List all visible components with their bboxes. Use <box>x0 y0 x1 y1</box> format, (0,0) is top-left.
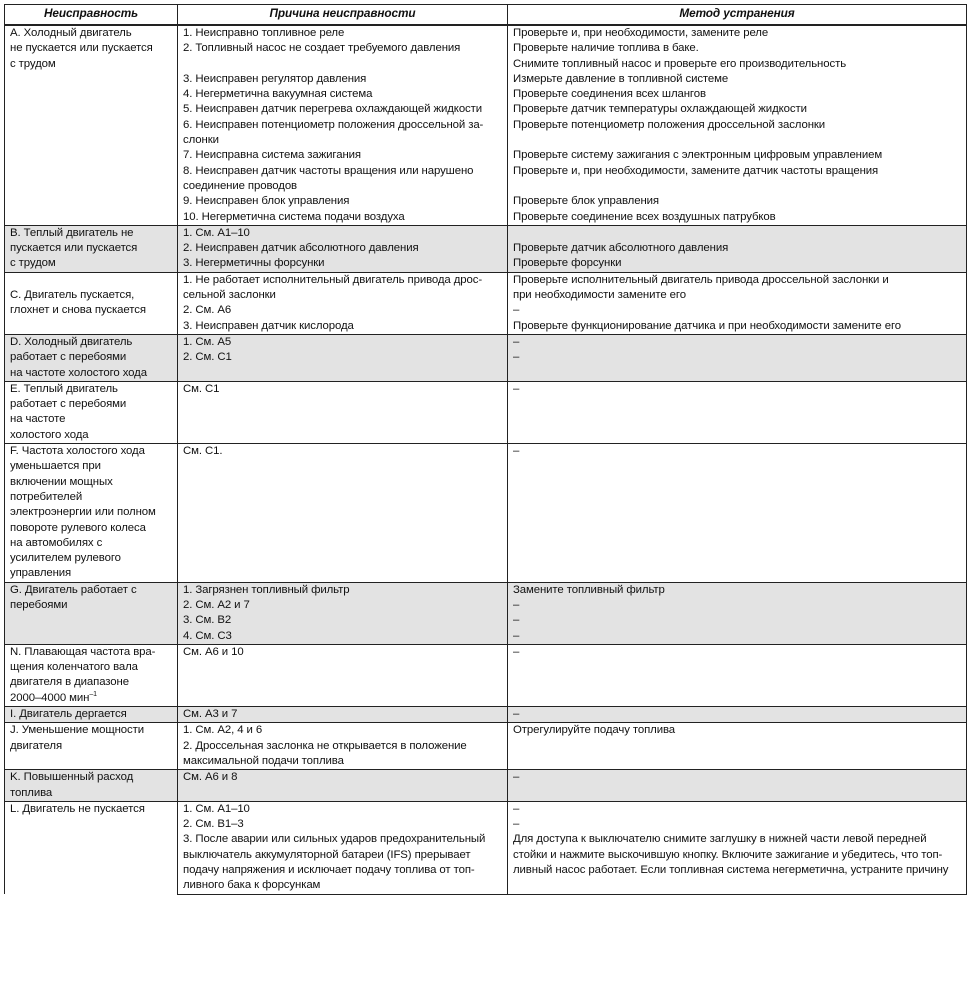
fault-text <box>10 273 172 288</box>
fault-text: K. Повышенный расход <box>10 771 134 784</box>
header-fault: Неисправность <box>5 5 178 26</box>
cause-cell <box>178 194 508 209</box>
fix-text: Проверьте соединения всех шлангов <box>513 88 706 101</box>
cause-cell <box>178 41 508 72</box>
fix-text: Проверьте и, при необходимости, замените реле <box>513 27 769 39</box>
cause-cell <box>178 102 508 117</box>
fault-text: С. Двигатель пускается, <box>10 289 135 302</box>
fault-text: включении мощных <box>10 475 113 488</box>
table-row <box>5 334 967 350</box>
cause-text: 2. Дроссельная заслонка не открывается в положение <box>183 739 467 752</box>
table-row <box>5 225 967 241</box>
cause-text: 3. Негерметичны форсунки <box>183 257 325 270</box>
table-row <box>5 582 967 598</box>
fault-text: потребителей <box>10 490 83 503</box>
cause-cell <box>178 598 508 613</box>
fault-text: I. Двигатель дергается <box>10 708 127 721</box>
fix-text <box>513 475 961 490</box>
cause-text: 1. Не работает исполнительный двигатель привода дрос- <box>183 273 483 286</box>
fault-text: А. Холодный двигатель <box>10 27 132 39</box>
cause-cell <box>178 210 508 226</box>
fault-cell <box>5 272 178 334</box>
fix-cell <box>508 707 967 723</box>
table-row <box>5 723 967 739</box>
cause-text <box>183 459 502 474</box>
fix-cell <box>508 225 967 241</box>
cause-text: 10. Негерметична система подачи воздуха <box>183 210 405 223</box>
cause-text <box>183 428 502 443</box>
fault-cell <box>5 707 178 723</box>
fault-cell <box>5 770 178 802</box>
fault-text: L. Двигатель не пускается <box>10 802 145 815</box>
fix-cell <box>508 817 967 832</box>
cause-text: См. А6 и 10 <box>183 645 244 658</box>
cause-text: 2. См. А2 и 7 <box>183 598 250 611</box>
fault-text: холостого хода <box>10 428 89 441</box>
fix-cell <box>508 381 967 443</box>
fix-text: Проверьте функционирование датчика и при необходимости замените его <box>513 319 901 332</box>
fix-text: – <box>513 771 520 784</box>
fix-text: Проверьте датчик абсолютного давления <box>513 242 729 255</box>
fix-cell <box>508 25 967 41</box>
cause-text: 4. См. С3 <box>183 629 232 642</box>
table-row <box>5 770 967 802</box>
cause-text: сельной заслонки <box>183 289 276 302</box>
cause-text: 1. Неисправно топливное реле <box>183 27 345 39</box>
cause-cell <box>178 303 508 318</box>
fix-text: – <box>513 335 520 348</box>
fault-text: работает с перебоями <box>10 351 127 364</box>
cause-text: 2. См. А6 <box>183 304 232 317</box>
cause-text: слонки <box>183 134 219 147</box>
cause-text: 2. Топливный насос не создает требуемого давления <box>183 42 461 55</box>
fault-cell <box>5 723 178 770</box>
table-row <box>5 25 967 41</box>
cause-text: См. А3 и 7 <box>183 708 238 721</box>
cause-cell <box>178 444 508 583</box>
fix-text: – <box>513 351 520 364</box>
cause-text <box>183 536 502 551</box>
fix-text <box>513 459 961 474</box>
cause-text <box>183 551 502 566</box>
fix-text <box>513 179 961 194</box>
cause-text <box>183 505 502 520</box>
cause-cell <box>178 148 508 163</box>
cause-text <box>183 412 502 427</box>
cause-text <box>183 57 502 72</box>
fix-text: – <box>513 445 520 458</box>
cause-cell <box>178 319 508 335</box>
fix-text <box>513 786 961 801</box>
fault-cell <box>5 444 178 583</box>
fix-text: Для доступа к выключателю снимите заглушку в нижней части левой передней <box>513 833 927 846</box>
cause-text <box>183 660 502 675</box>
fix-cell <box>508 303 967 318</box>
fix-text <box>513 566 961 581</box>
fix-text <box>513 675 961 690</box>
cause-text: 3. Неисправен датчик кислорода <box>183 319 354 332</box>
cause-cell <box>178 225 508 241</box>
cause-text: 3. См. В2 <box>183 614 232 627</box>
fix-cell <box>508 832 967 894</box>
cause-text <box>183 691 502 706</box>
cause-text: См. С1. <box>183 445 223 458</box>
fix-text <box>513 428 961 443</box>
fault-text: двигателя в диапазоне <box>10 676 129 689</box>
cause-text <box>183 521 502 536</box>
cause-cell <box>178 350 508 381</box>
cause-text: 2. См. С1 <box>183 351 232 364</box>
fix-text: Проверьте форсунки <box>513 257 622 270</box>
fix-text: – <box>513 304 520 317</box>
fix-text: Проверьте и, при необходимости, замените датчик частоты вращения <box>513 164 879 177</box>
fault-text: на частоте холостого хода <box>10 366 147 379</box>
cause-text: 1. См. А5 <box>183 335 232 348</box>
fix-cell <box>508 350 967 381</box>
fix-text <box>513 397 961 412</box>
cause-text: 1. См. А1–10 <box>183 802 250 815</box>
troubleshooting-table <box>4 4 967 895</box>
fault-text: уменьшается при <box>10 460 101 473</box>
fix-text: – <box>513 629 520 642</box>
cause-text <box>183 397 502 412</box>
cause-cell <box>178 832 508 894</box>
cause-cell <box>178 72 508 87</box>
fix-text: – <box>513 382 520 395</box>
fix-cell <box>508 164 967 195</box>
fix-text: Проверьте наличие топлива в баке. <box>513 42 699 55</box>
fix-text: Проверьте систему зажигания с электронным цифровым управлением <box>513 149 883 162</box>
cause-text <box>183 566 502 581</box>
cause-text <box>183 675 502 690</box>
fix-text <box>513 878 961 893</box>
fix-text <box>513 536 961 551</box>
fix-text <box>513 660 961 675</box>
cause-cell <box>178 272 508 303</box>
fix-cell <box>508 118 967 149</box>
table-row <box>5 801 967 817</box>
document-page <box>4 4 966 895</box>
table-header-row <box>5 5 967 26</box>
fix-text: – <box>513 802 520 815</box>
fault-text: D. Холодный двигатель <box>10 335 133 348</box>
fault-cell <box>5 381 178 443</box>
fix-text <box>513 226 961 241</box>
cause-text <box>183 475 502 490</box>
cause-cell <box>178 25 508 41</box>
cause-cell <box>178 256 508 272</box>
fix-cell <box>508 629 967 645</box>
fix-text: – <box>513 708 520 721</box>
table-row <box>5 444 967 583</box>
fault-cell <box>5 334 178 381</box>
fix-text: при необходимости замените его <box>513 289 686 302</box>
fault-text: работает с перебоями <box>10 398 127 411</box>
table-row <box>5 272 967 303</box>
fault-text: N. Плавающая частота вра- <box>10 645 156 658</box>
cause-text: 8. Неисправен датчик частоты вращения или нарушено <box>183 164 474 177</box>
header-fix: Метод устранения <box>508 5 967 26</box>
fix-cell <box>508 148 967 163</box>
fix-cell <box>508 582 967 598</box>
cause-text: 2. Неисправен датчик абсолютного давления <box>183 242 419 255</box>
fix-cell <box>508 210 967 226</box>
fault-text: F. Частота холостого хода <box>10 445 145 458</box>
cause-cell <box>178 770 508 802</box>
fix-cell <box>508 598 967 613</box>
cause-text: См. С1 <box>183 382 220 395</box>
fix-cell <box>508 72 967 87</box>
cause-cell <box>178 613 508 628</box>
fix-cell <box>508 241 967 256</box>
fault-cell <box>5 25 178 225</box>
cause-text: соединение проводов <box>183 179 298 192</box>
table-row <box>5 644 967 706</box>
cause-text: максимальной подачи топлива <box>183 754 344 767</box>
table-row <box>5 707 967 723</box>
cause-cell <box>178 87 508 102</box>
fix-text: Замените топливный фильтр <box>513 583 665 596</box>
fault-cell <box>5 644 178 706</box>
fault-cell <box>5 582 178 644</box>
fault-text: двигателя <box>10 739 63 752</box>
fix-text: – <box>513 818 520 831</box>
fault-text: J. Уменьшение мощности <box>10 724 145 737</box>
fault-text: щения коленчатого вала <box>10 661 138 674</box>
fault-text: перебоями <box>10 598 68 611</box>
cause-text: 9. Неисправен блок управления <box>183 195 350 208</box>
fault-text: G. Двигатель работает с <box>10 583 137 596</box>
fix-text <box>513 521 961 536</box>
fix-cell <box>508 102 967 117</box>
cause-cell <box>178 164 508 195</box>
fix-cell <box>508 319 967 335</box>
fix-cell <box>508 87 967 102</box>
cause-cell <box>178 707 508 723</box>
fix-text: – <box>513 598 520 611</box>
fix-text <box>513 133 961 148</box>
fault-text: управления <box>10 567 72 580</box>
cause-text: 3. После аварии или сильных ударов предохранительный <box>183 833 486 846</box>
fix-text <box>513 551 961 566</box>
fix-text: – <box>513 645 520 658</box>
fix-text: Измерьте давление в топливной системе <box>513 72 729 85</box>
fix-text: ливный насос работает. Если топливная система негерметична, устраните причину <box>513 864 949 877</box>
fault-cell <box>5 801 178 894</box>
cause-cell <box>178 644 508 706</box>
cause-text: См. А6 и 8 <box>183 771 238 784</box>
cause-text <box>183 366 502 381</box>
fault-unit-line <box>10 691 172 706</box>
cause-text: 5. Неисправен датчик перегрева охлаждающей жидкости <box>183 103 483 116</box>
cause-cell <box>178 381 508 443</box>
fix-text: Отрегулируйте подачу топлива <box>513 724 676 737</box>
fault-unit-text: 2000–4000 мин <box>10 691 90 704</box>
fault-text: на частоте <box>10 413 66 426</box>
fault-text: топлива <box>10 786 53 799</box>
cause-cell <box>178 241 508 256</box>
cause-cell <box>178 801 508 817</box>
fix-text <box>513 691 961 706</box>
cause-cell <box>178 817 508 832</box>
table-body <box>5 25 967 894</box>
fault-text: с трудом <box>10 57 56 70</box>
cause-text: 1. См. А2, 4 и 6 <box>183 724 263 737</box>
fault-text: В. Теплый двигатель не <box>10 226 134 239</box>
fault-text: электроэнергии или полном <box>10 506 156 519</box>
fault-cell <box>5 225 178 272</box>
cause-text <box>183 490 502 505</box>
fault-unit-exponent: –1 <box>89 690 97 698</box>
cause-cell <box>178 118 508 149</box>
fix-cell <box>508 256 967 272</box>
fix-cell <box>508 723 967 739</box>
fault-text: не пускается или пускается <box>10 42 153 55</box>
fault-text: с трудом <box>10 257 56 270</box>
fix-cell <box>508 194 967 209</box>
cause-cell <box>178 723 508 739</box>
table-row <box>5 381 967 443</box>
header-cause: Причина неисправности <box>178 5 508 26</box>
fix-cell <box>508 41 967 72</box>
fault-text: E. Теплый двигатель <box>10 382 118 395</box>
fix-cell <box>508 801 967 817</box>
fix-text <box>513 366 961 381</box>
cause-cell <box>178 334 508 350</box>
cause-text: 2. См. В1–3 <box>183 818 244 831</box>
fix-text: Снимите топливный насос и проверьте его производительность <box>513 57 847 70</box>
fault-text: усилителем рулевого <box>10 552 121 565</box>
fix-cell <box>508 770 967 802</box>
cause-text: 6. Неисправен потенциометр положения дроссельной за- <box>183 118 484 131</box>
cause-text: 4. Негерметична вакуумная система <box>183 88 373 101</box>
fix-text <box>513 505 961 520</box>
cause-text: 1. См. А1–10 <box>183 226 250 239</box>
cause-text: 1. Загрязнен топливный фильтр <box>183 583 350 596</box>
cause-text <box>183 786 502 801</box>
cause-cell <box>178 582 508 598</box>
fix-text: Проверьте потенциометр положения дроссельной заслонки <box>513 118 826 131</box>
fix-cell <box>508 334 967 350</box>
fix-text <box>513 490 961 505</box>
cause-text: ливного бака к форсункам <box>183 879 321 892</box>
fix-text <box>513 754 961 769</box>
fix-text <box>513 739 961 754</box>
cause-text: 3. Неисправен регулятор давления <box>183 72 367 85</box>
cause-text: 7. Неисправна система зажигания <box>183 149 361 162</box>
fix-text: Проверьте соединение всех воздушных патрубков <box>513 210 776 223</box>
fix-text: – <box>513 614 520 627</box>
cause-cell <box>178 739 508 770</box>
fault-text: глохнет и снова пускается <box>10 304 146 317</box>
cause-text: выключатель аккумуляторной батареи (IFS) прерывает <box>183 848 471 861</box>
fix-text: Проверьте блок управления <box>513 195 659 208</box>
fix-text <box>513 412 961 427</box>
fix-cell <box>508 444 967 583</box>
cause-cell <box>178 629 508 645</box>
fix-cell <box>508 644 967 706</box>
fix-cell <box>508 739 967 770</box>
fix-cell <box>508 613 967 628</box>
fault-text: на автомобилях с <box>10 536 103 549</box>
fault-text: повороте рулевого колеса <box>10 521 146 534</box>
fix-text: Проверьте датчик температуры охлаждающей жидкости <box>513 103 807 116</box>
fault-text: пускается или пускается <box>10 242 138 255</box>
fix-text: стойки и нажмите выскочившую кнопку. Включите зажигание и убедитесь, что топ- <box>513 848 943 861</box>
cause-text: подачу напряжения и исключает подачу топлива от топ- <box>183 864 475 877</box>
fix-cell <box>508 272 967 303</box>
fix-text: Проверьте исполнительный двигатель привода дроссельной заслонки и <box>513 273 889 286</box>
